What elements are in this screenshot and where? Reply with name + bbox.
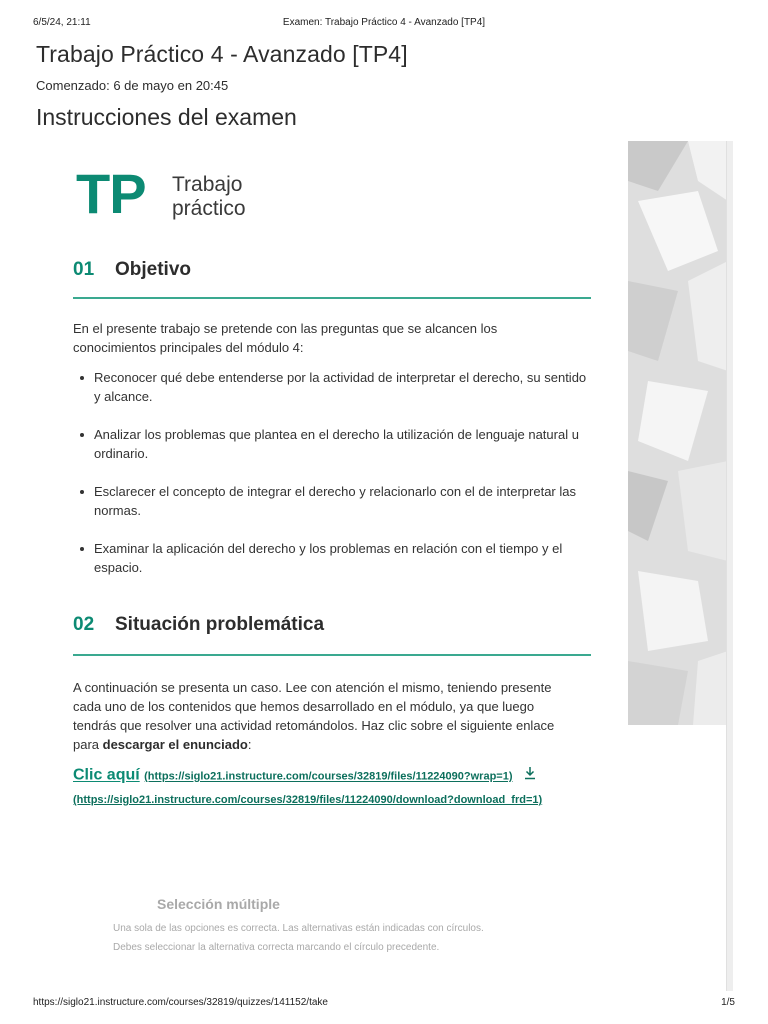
objetivo-bullet-list (73, 368, 593, 596)
clic-aqui-link[interactable]: Clic aquí (73, 766, 140, 784)
print-doc-title: Examen: Trabajo Práctico 4 - Avanzado [TP4] (282, 17, 486, 28)
download-link-block (73, 766, 593, 806)
abstract-pattern-icon (628, 141, 728, 725)
section-number: 01 (73, 259, 95, 280)
file-download-link[interactable]: (https://siglo21.instructure.com/courses/32819/files/11224090/download?download_frd=1) (73, 794, 543, 806)
list-item: Analizar los problemas que plantea en el derecho la utilización de lenguaje natural u ordinario. (73, 425, 593, 463)
situacion-text-end: : (247, 737, 252, 752)
situacion-text (73, 678, 578, 754)
multiple-choice-line-2: Debes seleccionar la alternativa correcta marcando el círculo precedente. (113, 942, 440, 953)
list-item: Examinar la aplicación del derecho y los problemas en relación con el tiempo y el espacio. (73, 539, 593, 577)
tp-logo-letters: TP (76, 162, 146, 225)
tp-logo-word-2: práctico (172, 197, 246, 220)
section-title: Objetivo (115, 259, 192, 280)
decorative-side-image (628, 141, 728, 725)
print-datetime: 6/5/24, 21:11 (33, 17, 91, 28)
situacion-text-body: A continuación se presenta un caso. Lee con atención el mismo, teniendo presente cada uno de los contenidos que hemos desarrollado en el módulo, ya que luego tendrás que resolver una actividad retomándolos. Haz clic sobre el siguiente enlace para (73, 680, 555, 752)
print-page-count: 1/5 (721, 997, 735, 1008)
file-wrap-link[interactable]: (https://siglo21.instructure.com/courses/32819/files/11224090?wrap=1) (144, 770, 513, 783)
multiple-choice-title: Selección múltiple (157, 896, 280, 912)
section-divider (73, 297, 591, 299)
print-url: https://siglo21.instructure.com/courses/32819/quizzes/141152/take (33, 997, 328, 1008)
instructions-heading: Instrucciones del examen (36, 104, 297, 130)
side-rail (726, 141, 733, 991)
section-divider (73, 654, 591, 656)
multiple-choice-line-1: Una sola de las opciones es correcta. Las alternativas están indicadas con círculos. (113, 923, 484, 934)
section-title: Situación problemática (115, 614, 325, 635)
list-item: Esclarecer el concepto de integrar el derecho y relacionarlo con el de interpretar las normas. (73, 482, 593, 520)
situacion-text-bold: descargar el enunciado (102, 737, 248, 752)
started-timestamp: Comenzado: 6 de mayo en 20:45 (36, 78, 229, 93)
list-item: Reconocer qué debe entenderse por la actividad de interpretar el derecho, su sentido y alcance. (73, 368, 593, 406)
tp-logo-word-1: Trabajo (172, 173, 243, 196)
objetivo-intro: En el presente trabajo se pretende con las preguntas que se alcancen los conocimientos principales del módulo 4: (73, 321, 498, 355)
page-title: Trabajo Práctico 4 - Avanzado [TP4] (36, 41, 408, 67)
section-number: 02 (73, 614, 95, 635)
download-icon[interactable] (523, 766, 537, 785)
